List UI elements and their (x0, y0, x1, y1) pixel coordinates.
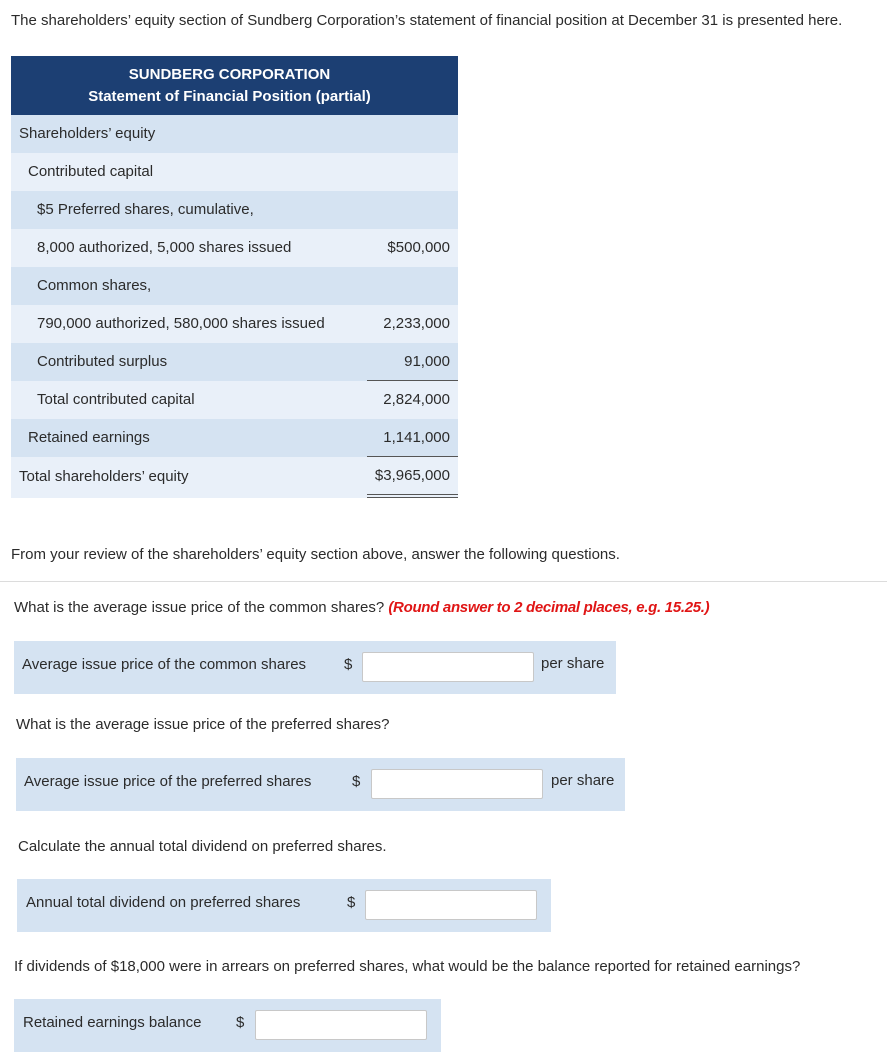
row-amount: 2,824,000 (383, 391, 450, 408)
question-4: If dividends of $18,000 were in arrears on preferred shares, what would be the balance reported for retained earnings? (14, 958, 801, 975)
table-row (11, 229, 458, 267)
rounding-note: (Round answer to 2 decimal places, e.g. 15.25.) (388, 599, 710, 616)
row-amount: 2,233,000 (383, 315, 450, 332)
double-underline-bottom (367, 497, 458, 498)
company-name: SUNDBERG CORPORATION (128, 65, 331, 83)
answer-row-retained-earnings (14, 999, 441, 1052)
row-amount: 1,141,000 (383, 429, 450, 446)
table-row (11, 305, 458, 343)
answer-label: Average issue price of the preferred shares (24, 773, 312, 790)
row-label: 790,000 authorized, 580,000 shares issued (37, 315, 325, 332)
retained-earnings-input[interactable] (255, 1010, 427, 1040)
table-row (11, 457, 458, 498)
question-1 (14, 599, 709, 616)
row-amount: $3,965,000 (374, 467, 450, 484)
row-label: Shareholders’ equity (19, 125, 156, 142)
table-row (11, 267, 458, 305)
statement-header (11, 56, 458, 115)
answer-row-annual-dividend (17, 879, 551, 932)
answer-row-preferred-price (16, 758, 625, 811)
table-row (11, 153, 458, 191)
common-price-input[interactable] (362, 652, 534, 682)
annual-dividend-input[interactable] (365, 890, 537, 920)
row-label: Contributed surplus (37, 353, 168, 370)
answer-label: Retained earnings balance (23, 1014, 202, 1031)
answer-label: Annual total dividend on preferred shares (26, 894, 301, 911)
intro-text: The shareholders’ equity section of Sundberg Corporation’s statement of financial position at December 31 is presented here. (11, 12, 843, 29)
question-2: What is the average issue price of the preferred shares? (16, 716, 390, 733)
double-underline-top (367, 494, 458, 495)
row-label: Retained earnings (28, 429, 150, 446)
dollar-sign: $ (344, 656, 353, 673)
table-row (11, 381, 458, 419)
row-label: $5 Preferred shares, cumulative, (37, 201, 254, 218)
table-row (11, 419, 458, 457)
row-amount: 91,000 (404, 353, 450, 370)
answer-row-common-price (14, 641, 616, 694)
statement-table (11, 56, 458, 498)
question-text: What is the average issue price of the common shares? (14, 599, 385, 616)
dollar-sign: $ (347, 894, 356, 911)
row-label: 8,000 authorized, 5,000 shares issued (37, 239, 292, 256)
instruction-text: From your review of the shareholders’ equity section above, answer the following questions. (11, 546, 620, 563)
dollar-sign: $ (236, 1014, 245, 1031)
answer-label: Average issue price of the common shares (22, 656, 307, 673)
question-3: Calculate the annual total dividend on preferred shares. (18, 838, 387, 855)
table-row (11, 115, 458, 153)
row-label: Total shareholders’ equity (19, 468, 189, 485)
preferred-price-input[interactable] (371, 769, 543, 799)
row-label: Total contributed capital (37, 391, 195, 408)
divider (0, 581, 887, 582)
statement-title: Statement of Financial Position (partial) (88, 87, 371, 105)
table-row (11, 191, 458, 229)
row-label: Common shares, (37, 277, 152, 294)
unit-label: per share (551, 772, 615, 789)
dollar-sign: $ (352, 773, 361, 790)
table-row (11, 343, 458, 381)
row-label: Contributed capital (28, 163, 154, 180)
unit-label: per share (541, 655, 605, 672)
row-amount: $500,000 (387, 239, 450, 256)
